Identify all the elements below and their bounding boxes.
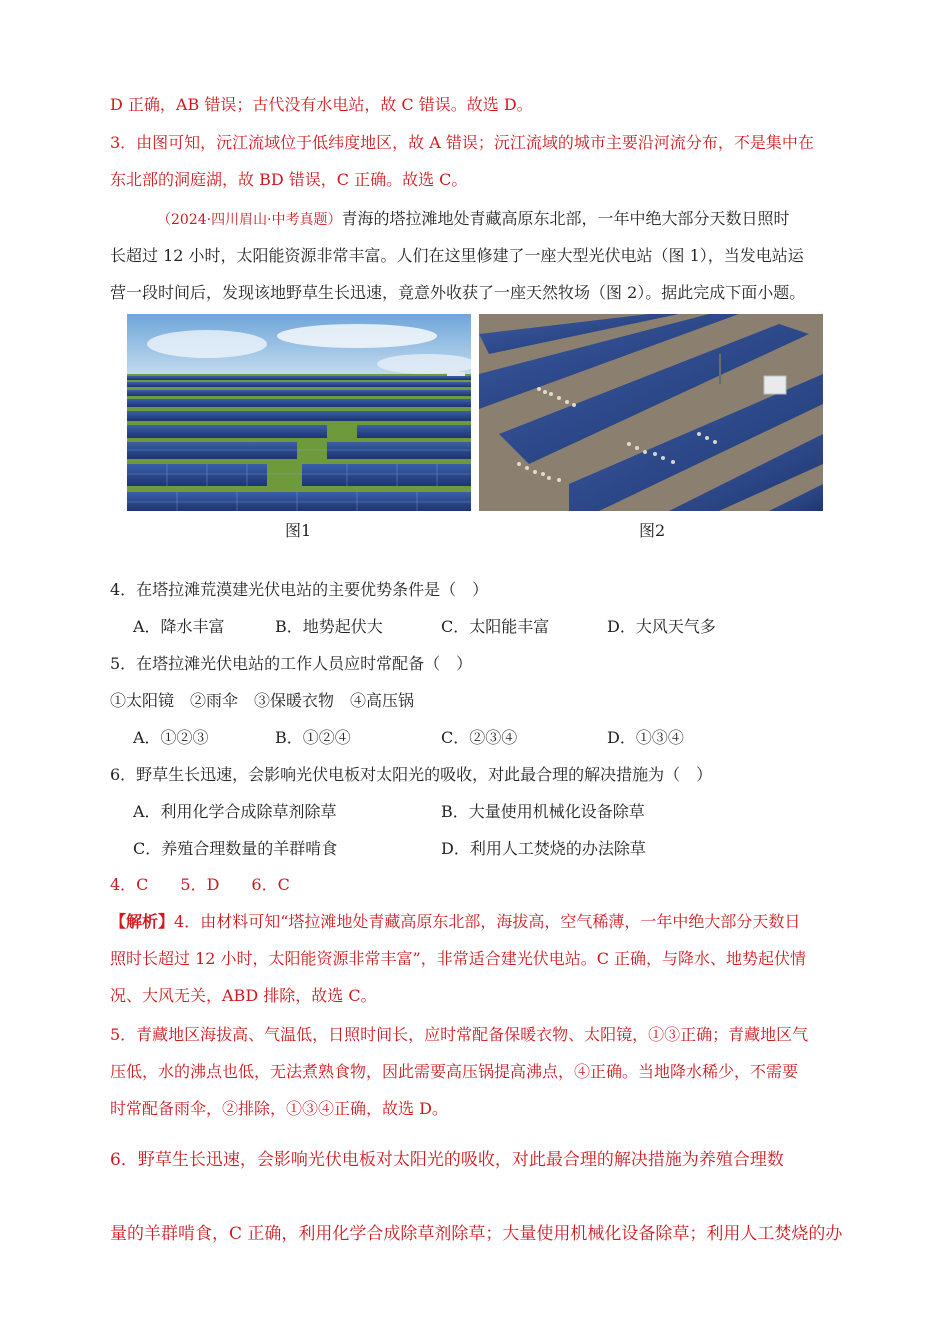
figure-1-caption: 图1 xyxy=(285,521,312,540)
analysis-q4-line2: 照时长超过 12 小时，太阳能资源非常丰富”，非常适合建光伏电站。C 正确，与降水、地势起伏情 xyxy=(110,949,807,968)
passage-line3: 营一段时间后，发现该地野草生长迅速，竟意外收获了一座天然牧场（图 2）。据此完成下面小题。 xyxy=(110,283,806,302)
analysis-q4-line3: 况、大风无关，ABD 排除，故选 C。 xyxy=(110,986,377,1005)
q4-option-d: D．大风天气多 xyxy=(607,617,716,636)
q5-option-c: C．②③④ xyxy=(441,728,518,747)
figure-2-photo xyxy=(479,314,823,511)
solar-farm-grassland-image xyxy=(127,314,471,511)
question-4-stem: 4．在塔拉滩荒漠建光伏电站的主要优势条件是（ ） xyxy=(110,580,489,599)
analysis-q6-line2: 量的羊群啃食，C 正确，利用化学合成除草剂除草；大量使用机械化设备除草；利用人工焚烧的办 xyxy=(110,1224,843,1244)
q4-option-a: A．降水丰富 xyxy=(133,617,225,636)
analysis-q6-line1: 6．野草生长迅速，会影响光伏电板对太阳光的吸收，对此最合理的解决措施为养殖合理数 xyxy=(110,1150,784,1170)
analysis-q5-line2: 压低，水的沸点也低，无法煮熟食物，因此需要高压锅提高沸点，④正确。当地降水稀少，不需要 xyxy=(110,1062,799,1081)
question-5-items: ①太阳镜 ②雨伞 ③保暖衣物 ④高压锅 xyxy=(110,691,415,710)
q5-option-d: D．①③④ xyxy=(607,728,684,747)
question-5-stem: 5．在塔拉滩光伏电站的工作人员应时常配备（ ） xyxy=(110,654,473,673)
solar-farm-sheep-image xyxy=(479,314,823,511)
answer-line: D 正确，AB 错误；古代没有水电站，故 C 错误。故选 D。 xyxy=(110,95,533,114)
analysis-q5-line3: 时常配备雨伞，②排除，①③④正确，故选 D。 xyxy=(110,1099,448,1118)
figure-2-caption: 图2 xyxy=(639,521,666,540)
answer-q3-line1: 3．由图可知，沅江流域位于低纬度地区，故 A 错误；沅江流域的城市主要沿河流分布，不是集中在 xyxy=(110,133,814,152)
analysis-tag: 【解析】 xyxy=(110,912,175,931)
analysis-q4-text: 4．由材料可知“塔拉滩地处青藏高原东北部，海拔高，空气稀薄，一年中绝大部分天数日 xyxy=(174,912,801,931)
q4-option-b: B．地势起伏大 xyxy=(275,617,383,636)
answer-q3-line2: 东北部的洞庭湖，故 BD 错误，C 正确。故选 C。 xyxy=(110,170,468,189)
passage-line2: 长超过 12 小时，太阳能资源非常丰富。人们在这里修建了一座大型光伏电站（图 1），当发电站运 xyxy=(110,246,804,265)
q6-option-a: A．利用化学合成除草剂除草 xyxy=(133,802,337,821)
q6-option-b: B．大量使用机械化设备除草 xyxy=(441,802,645,821)
q5-option-a: A．①②③ xyxy=(133,728,209,747)
q6-option-c: C．养殖合理数量的羊群啃食 xyxy=(133,839,338,858)
analysis-q4-line1 xyxy=(110,911,800,933)
q4-option-c: C．太阳能丰富 xyxy=(441,617,550,636)
passage-line1 xyxy=(157,208,790,231)
q5-option-b: B．①②④ xyxy=(275,728,351,747)
passage-source: （2024·四川眉山·中考真题） xyxy=(157,212,342,228)
analysis-q5-line1: 5．青藏地区海拔高、气温低，日照时间长，应时常配备保暖衣物、太阳镜，①③正确；青藏地区气 xyxy=(110,1025,809,1044)
figure-1-photo xyxy=(127,314,471,511)
passage-text: 青海的塔拉滩地处青藏高原东北部，一年中绝大部分天数日照时 xyxy=(341,209,790,228)
answer-key: 4．C 5．D 6．C xyxy=(110,875,290,894)
q6-option-d: D．利用人工焚烧的办法除草 xyxy=(441,839,646,858)
question-6-stem: 6．野草生长迅速，会影响光伏电板对太阳光的吸收，对此最合理的解决措施为（ ） xyxy=(110,765,713,784)
